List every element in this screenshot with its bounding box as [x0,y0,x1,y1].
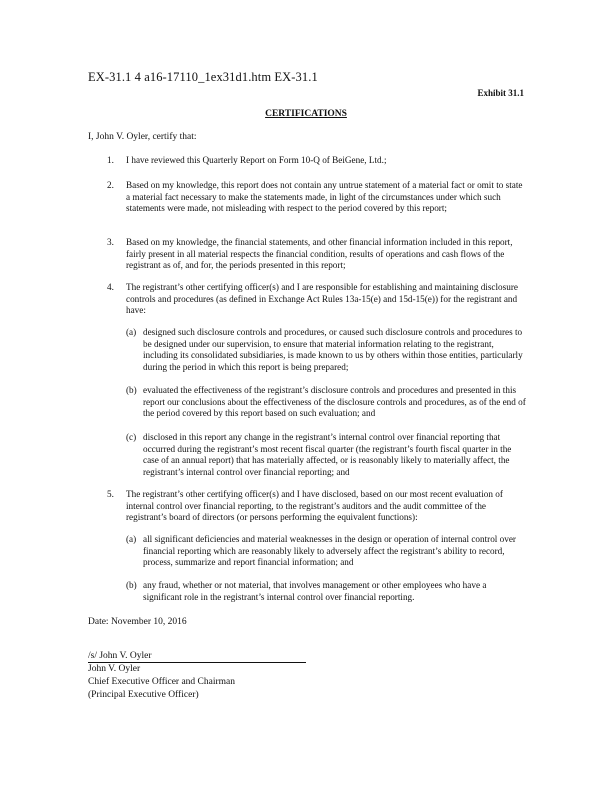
subitem-text: evaluated the effectiveness of the registrant’s disclosure controls and procedures and presented in this report our conclusions about the effectiveness of the disclosure controls and procedures, as of the end of the period covered by this report based on such evaluation; and [143,385,526,419]
file-header: EX-31.1 4 a16-17110_1ex31d1.htm EX-31.1 [88,70,318,84]
subitem-number: (b) [126,580,137,590]
subitem-number: (a) [126,327,137,337]
document-title: CERTIFICATIONS [265,109,347,119]
subitem-number: (c) [126,432,137,442]
subitem-text: designed such disclosure controls and procedures, or caused such disclosure controls and procedures to be designed under our supervision, to ensure that material information relating to the registrant, including its consolidated subsidiaries, is made known to us by others within those entities, particularly during the period in which this report is being prepared; [143,327,523,372]
item-number: 4. [107,282,114,292]
item-number: 3. [107,237,114,247]
item-5 [107,489,525,524]
item-number: 2. [107,180,114,190]
exhibit-label: Exhibit 31.1 [477,88,524,98]
item-1 [107,155,525,167]
subitem-number: (a) [126,534,137,544]
subitem-text: any fraud, whether or not material, that involves management or other employees who have a significant role in the registrant’s internal control over financial reporting. [143,580,487,602]
item-2 [107,180,525,215]
signatory-title: Chief Executive Officer and Chairman [88,677,236,687]
item-5a [126,534,526,569]
item-number: 1. [107,155,114,165]
item-text: Based on my knowledge, the financial statements, and other financial information included in this report, fairly present in all material respects the financial condition, results of operations and cash flows of the registrant as of, and for, the periods presented in this report; [126,237,513,271]
item-text: I have reviewed this Quarterly Report on Form 10-Q of BeiGene, Ltd.; [126,155,387,165]
item-5b [126,580,526,603]
signatory-name: John V. Oyler [88,664,141,674]
intro-statement: I, John V. Oyler, certify that: [88,132,197,142]
item-text: The registrant’s other certifying officer(s) and I have disclosed, based on our most recent evaluation of internal control over financial reporting, to the registrant’s auditors and the audit committee of the registrant’s board of directors (or persons performing the equivalent functions): [126,489,503,523]
subitem-text: disclosed in this report any change in the registrant’s internal control over financial reporting that occurred during the registrant’s most recent fiscal quarter (the registrant’s fourth fiscal quarter in the case of an annual report) that has materially affected, or is reasonably likely to materially affect, the registrant’s internal control over financial reporting; and [143,432,512,477]
subitem-number: (b) [126,385,137,395]
item-text: Based on my knowledge, this report does not contain any untrue statement of a material fact or omit to state a material fact necessary to make the statements made, in light of the circumstances under which such statements were made, not misleading with respect to the period covered by this report; [126,180,523,214]
signatory-role: (Principal Executive Officer) [88,690,199,700]
item-text: The registrant’s other certifying officer(s) and I are responsible for establishing and maintaining disclosure controls and procedures (as defined in Exchange Act Rules 13a-15(e) and 15d-15(e)) for the registrant and have: [126,282,518,316]
subitem-text: all significant deficiencies and material weaknesses in the design or operation of internal control over financial reporting which are reasonably likely to adversely affect the registrant’s ability to record, process, summarize and report financial information; and [143,534,516,568]
item-4 [107,282,525,317]
signature-conformed: /s/ John V. Oyler [88,651,152,661]
signature-rule [88,662,306,663]
signature-date: Date: November 10, 2016 [88,617,187,627]
item-4a [126,327,526,373]
item-3 [107,237,525,272]
item-number: 5. [107,489,114,499]
item-4b [126,385,526,420]
item-4c [126,432,526,478]
